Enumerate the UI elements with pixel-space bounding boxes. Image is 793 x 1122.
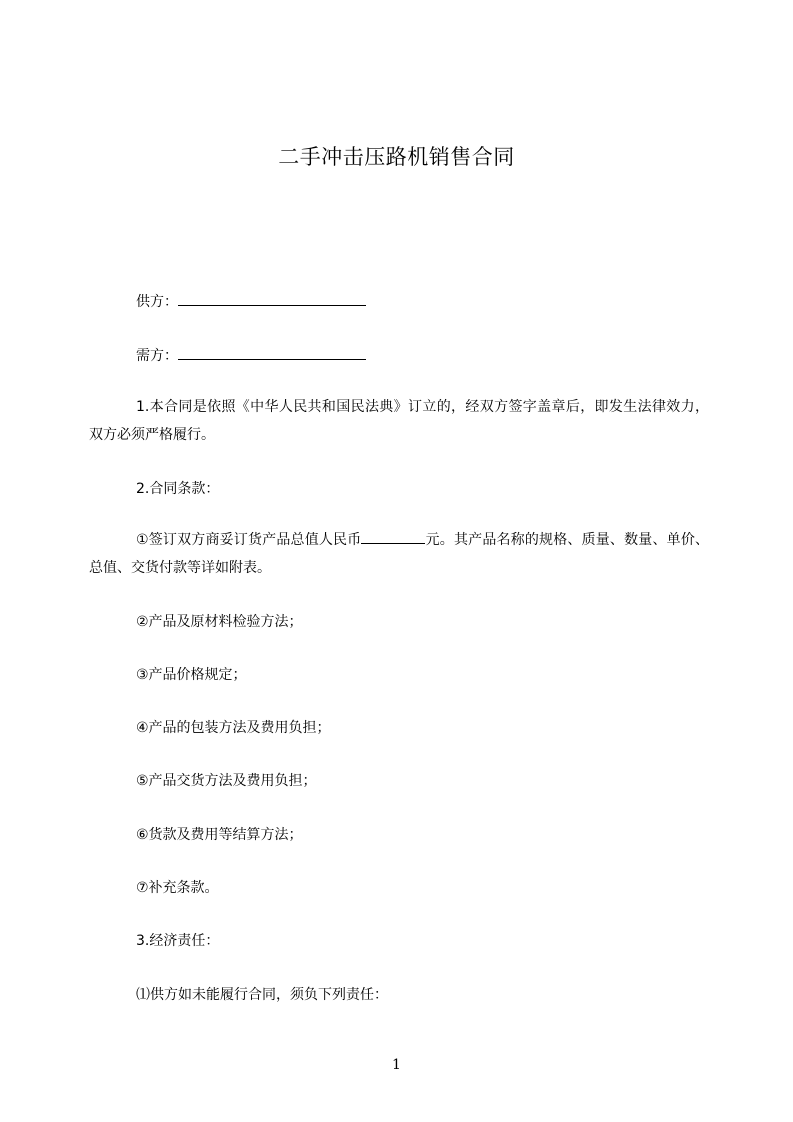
supplier-blank — [178, 291, 366, 306]
supplier-line — [136, 291, 366, 312]
document-title: 二手冲击压路机销售合同 — [278, 145, 515, 169]
clause-2-item-6: ⑥货款及费用等结算方法； — [136, 827, 303, 843]
clause-2-item-1 — [89, 526, 709, 582]
total-value-blank — [361, 529, 425, 544]
clause-3-sub-1: ⑴供方如未能履行合同，须负下列责任： — [136, 987, 388, 1003]
clause-1: 1.本合同是依照《中华人民共和国民法典》订立的，经双方签字盖章后，即发生法律效力，双方必须严格履行。 — [89, 399, 709, 443]
item-1-text-after: 元。其产品名称的规格、质量、数量、单价、总值、交货付款等详如附表。 — [89, 532, 709, 576]
clause-2-item-2: ②产品及原材料检验方法； — [136, 614, 303, 630]
buyer-blank — [178, 345, 366, 360]
buyer-label: 需方： — [136, 348, 178, 364]
clause-2-item-7: ⑦补充条款。 — [136, 880, 219, 896]
clause-2-heading: 2.合同条款： — [136, 481, 220, 497]
clause-2-item-3: ③产品价格规定； — [136, 667, 247, 683]
clause-2-item-5: ⑤产品交货方法及费用负担； — [136, 773, 317, 789]
supplier-label: 供方： — [136, 294, 178, 310]
clause-2-item-4: ④产品的包装方法及费用负担； — [136, 720, 331, 736]
page-number: 1 — [392, 1057, 401, 1073]
clause-3-heading: 3.经济责任： — [136, 933, 220, 949]
item-1-text-before: ①签订双方商妥订货产品总值人民币 — [136, 532, 362, 548]
buyer-line — [136, 345, 366, 366]
